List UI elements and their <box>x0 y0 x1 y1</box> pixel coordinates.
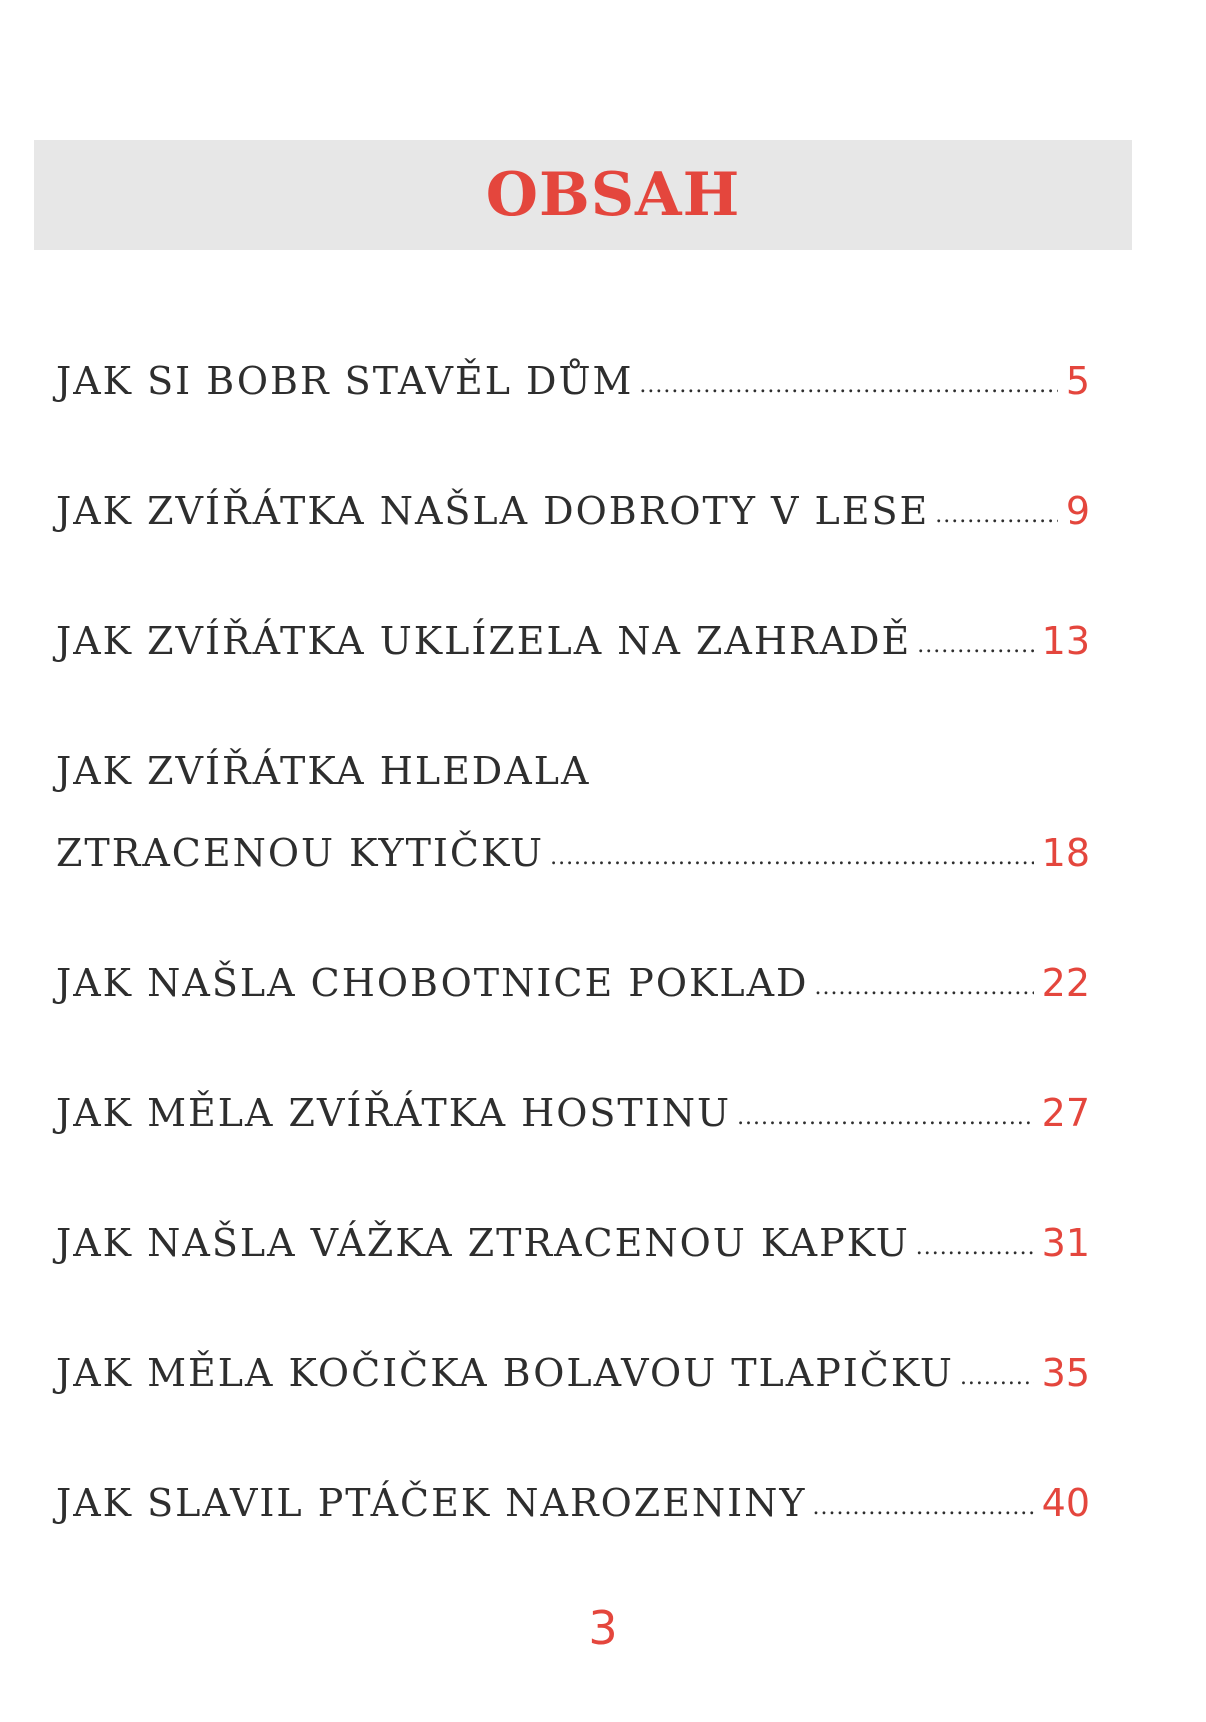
dot-leader <box>815 977 1034 999</box>
toc-entry-page: 9 <box>1065 489 1090 533</box>
toc-entry-title: JAK NAŠLA VÁŽKA ZTRACENOU KAPKU <box>56 1221 910 1265</box>
toc-entry-page: 40 <box>1041 1481 1090 1525</box>
toc-entry[interactable] <box>56 359 1090 403</box>
toc-entry-title: JAK MĚLA KOČIČKA BOLAVOU TLAPIČKU <box>56 1351 954 1395</box>
dot-leader <box>639 375 1057 397</box>
dot-leader <box>737 1107 1034 1129</box>
toc-entry-title: JAK SLAVIL PTÁČEK NAROZENINY <box>56 1481 807 1525</box>
toc-entry-page: 18 <box>1041 831 1090 875</box>
toc-entry-page: 27 <box>1041 1091 1090 1135</box>
dot-leader <box>917 635 1033 657</box>
toc-entry[interactable] <box>56 961 1090 1005</box>
dot-leader <box>960 1367 1034 1389</box>
toc-entry-page: 31 <box>1041 1221 1090 1265</box>
toc-entry-title: JAK SI BOBR STAVĚL DŮM <box>56 359 634 403</box>
toc-entry-title: ZTRACENOU KYTIČKU <box>56 831 545 875</box>
toc-entry-page: 22 <box>1041 961 1090 1005</box>
dot-leader <box>550 847 1034 869</box>
toc-entry-title: JAK ZVÍŘÁTKA UKLÍZELA NA ZAHRADĚ <box>56 619 912 663</box>
page-title: OBSAH <box>485 160 741 230</box>
toc-entry[interactable] <box>56 1221 1090 1265</box>
dot-leader <box>935 505 1058 527</box>
toc-entry-title-line1: JAK ZVÍŘÁTKA HLEDALA <box>56 749 591 793</box>
toc-entry-page: 5 <box>1065 359 1090 403</box>
toc-entry[interactable] <box>56 1481 1090 1525</box>
toc-entry-title: JAK MĚLA ZVÍŘÁTKA HOSTINU <box>56 1091 732 1135</box>
dot-leader <box>916 1237 1034 1259</box>
toc-entry[interactable] <box>56 619 1090 663</box>
toc-entry[interactable] <box>56 1091 1090 1135</box>
toc-entry-title: JAK ZVÍŘÁTKA NAŠLA DOBROTY V LESE <box>56 489 930 533</box>
toc-entry[interactable] <box>56 1351 1090 1395</box>
dot-leader <box>812 1497 1033 1519</box>
toc-entry[interactable] <box>56 749 1090 875</box>
header-band <box>34 140 1132 250</box>
toc-entry[interactable] <box>56 489 1090 533</box>
page-number: 3 <box>588 1601 618 1655</box>
toc-entry-page: 13 <box>1041 619 1090 663</box>
toc-entry-page: 35 <box>1041 1351 1090 1395</box>
toc-entry-title: JAK NAŠLA CHOBOTNICE POKLAD <box>56 961 809 1005</box>
